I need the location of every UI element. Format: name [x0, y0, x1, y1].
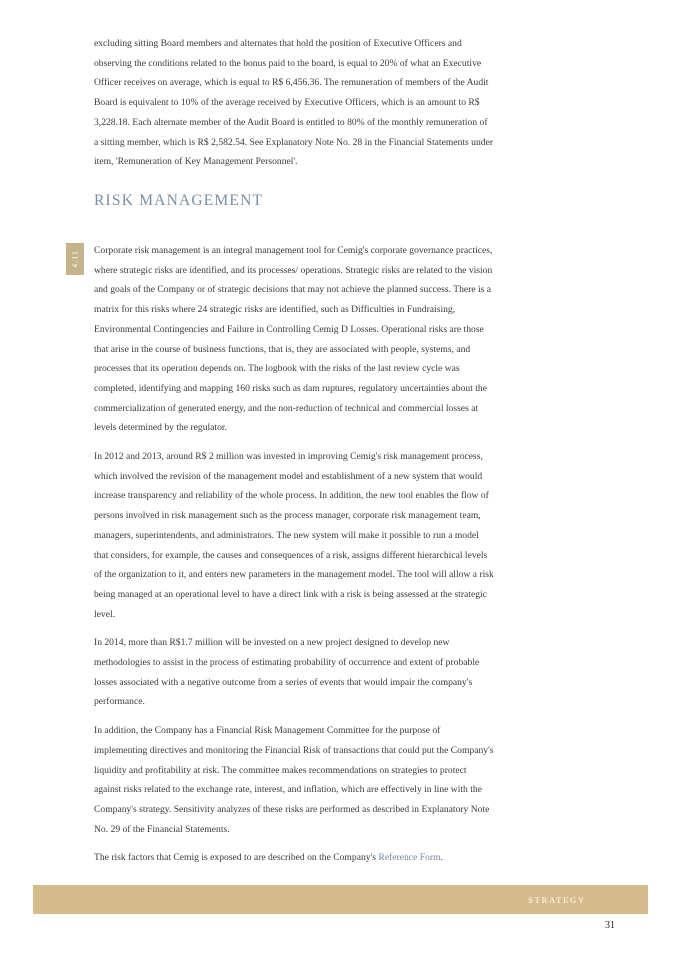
- section-heading: RISK MANAGEMENT: [94, 192, 264, 209]
- risk-management-body: [94, 241, 494, 877]
- intro-section: [94, 34, 494, 172]
- intro-paragraph: excluding sitting Board members and alternates that hold the position of Executive Officers and observing the conditions related to the bonus paid to the board, is equal to 20% of what an Executive Officer receives on average, which is equal to R$ 6,456.36. The remuneration of members of the Audit Board is equivalent to 10% of the average received by Executive Officers, which is an amount to R$ 3,228.18. Each alternate member of the Audit Board is entitled to 80% of the monthly remuneration of a sitting member, which is R$ 2,582.54. See Explanatory Note No. 28 in the Financial Statements under item, 'Remuneration of Key Management Personnel'.: [94, 38, 494, 168]
- footer-band: [33, 885, 648, 914]
- body-paragraph: Corporate risk management is an integral management tool for Cemig's corporate governance practices, where strategic risks are identified, and its processes/ operations. Strategic risks are related to the vision and goals of the Company or of strategic decisions that may not achieve the planned success. There is a matrix for this risks where 24 strategic risks are identified, such as Difficulties in Fundraising, Environmental Contingencies and Failure in Controlling Cemig D Losses. Operational risks are those that arise in the course of business functions, that is, they are associated with people, systems, and processes that its operation depends on. The logbook with the risks of the last review cycle was completed, identifying and mapping 160 risks such as dam ruptures, regulatory uncertainties about the commercialization of generated energy, and the non-reduction of technical and commercial losses at levels determined by the regulator.: [94, 245, 493, 434]
- body-paragraph: In 2012 and 2013, around R$ 2 million was invested in improving Cemig's risk management process, which involved the revision of the management model and establishment of a new system that would increase transparency and reliability of the whole process. In addition, the new tool enables the flow of persons involved in risk management such as the process manager, corporate risk management team, managers, superintendents, and administrators. The new system will make it possible to run a model that considers, for example, the causes and consequences of a risk, assigns different hierarchical levels of the organization to it, and enters new parameters in the management model. The tool will allow a risk being managed at an operational level to have a direct link with a risk is being assessed at the strategic level.: [94, 451, 494, 620]
- reference-form-link[interactable]: Reference Form: [378, 852, 441, 864]
- body-paragraph: In 2014, more than R$1.7 million will be invested on a new project designed to develop new methodologies to assist in the process of estimating probability of occurrence and extent of probable losses associated with a negative outcome from a series of events that would impair the company's performance.: [94, 637, 480, 708]
- closing-paragraph-end: .: [440, 852, 443, 864]
- section-number-tab: [66, 243, 84, 275]
- closing-paragraph-text: The risk factors that Cemig is exposed to are described on the Company's: [94, 852, 379, 864]
- footer-section-label: STRATEGY: [528, 895, 586, 905]
- body-paragraph: In addition, the Company has a Financial Risk Management Committee for the purpose of implementing directives and monitoring the Financial Risk of transactions that could put the Company's liquidity and profitability at risk. The committee makes recommendations on strategies to protect against risks related to the exchange rate, interest, and inflation, which are effectively in line with the Company's strategy. Sensitivity analyzes of these risks are performed as described in Explanatory Note No. 29 of the Financial Statements.: [94, 725, 494, 835]
- closing-paragraph: [94, 848, 494, 868]
- page-number: 31: [605, 920, 615, 931]
- section-number-label: 4.11: [70, 250, 80, 268]
